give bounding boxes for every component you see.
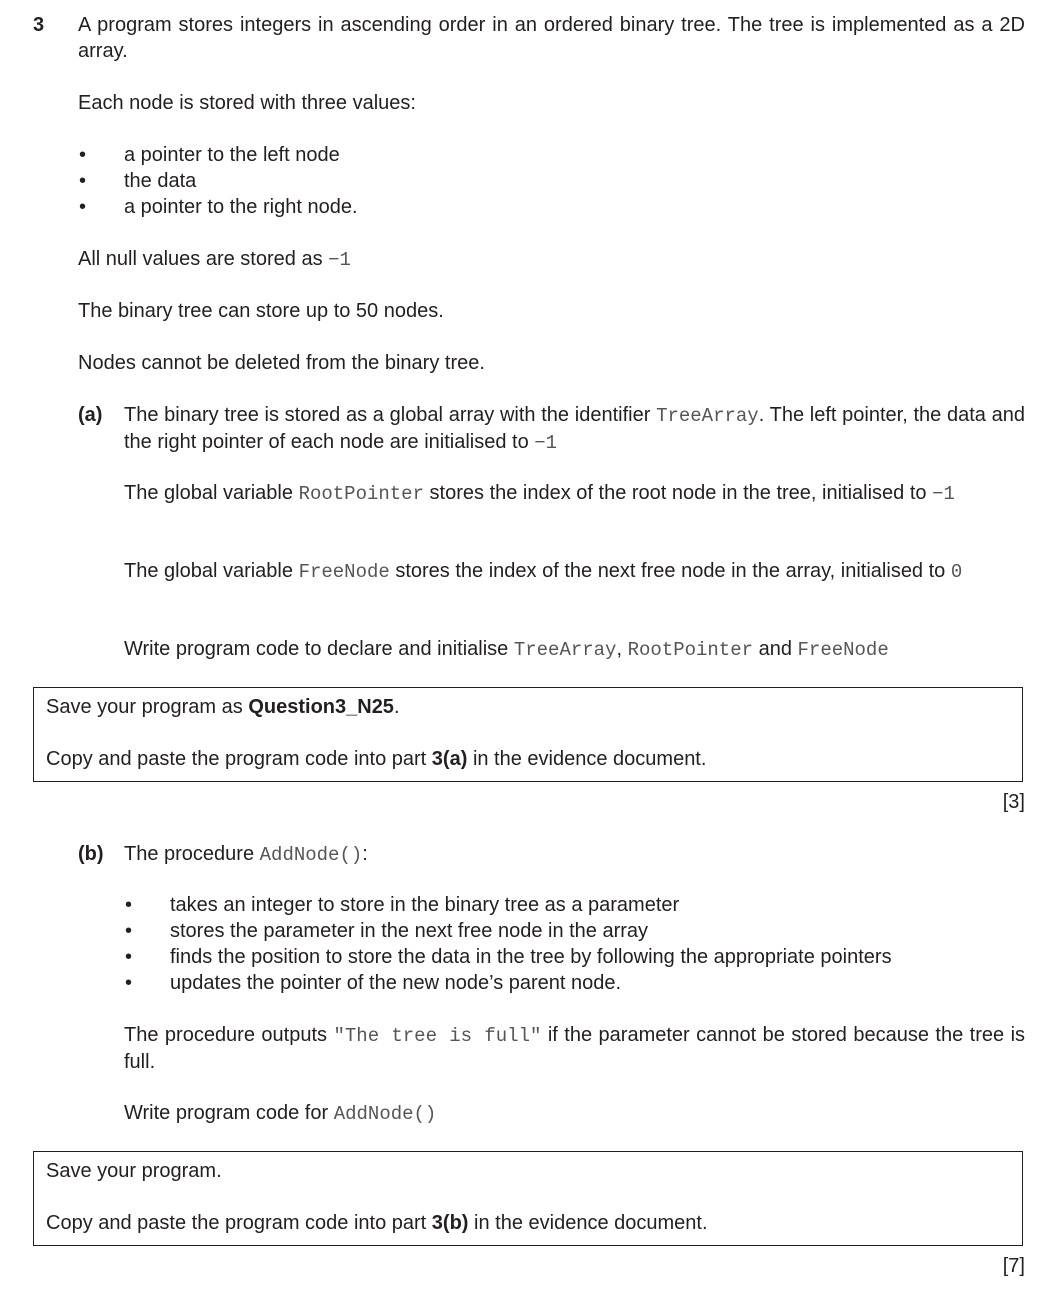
part-a-label: (a): [78, 404, 103, 426]
null-text: All null values are stored as: [78, 248, 323, 270]
text: The global variable: [124, 560, 293, 582]
text: :: [362, 843, 368, 865]
identifier: TreeArray: [513, 639, 617, 661]
program-name: Question3_N25: [248, 696, 394, 718]
question-intro-2: [78, 90, 1025, 116]
part-b-instruction: [124, 1100, 1025, 1127]
identifier: RootPointer: [298, 483, 424, 505]
no-delete: Nodes cannot be deleted from the binary tree.: [78, 352, 485, 374]
text: in the evidence document.: [474, 1212, 708, 1234]
identifier: AddNode(): [259, 844, 363, 866]
part-a-paragraph-3: [124, 558, 1025, 585]
capacity: The binary tree can store up to 50 nodes.: [78, 300, 444, 322]
list-item: • updates the pointer of the new node’s parent node.: [125, 970, 1025, 996]
text: Write program code to declare and initialise: [124, 638, 509, 660]
part-ref: 3(a): [431, 748, 468, 770]
null-value: −1: [328, 249, 351, 271]
capacity-text: [78, 298, 1025, 324]
part-ref: 3(b): [431, 1212, 469, 1234]
list-item: • finds the position to store the data in the tree by following the appropriate pointers: [125, 944, 1025, 970]
part-a-marks: [3]: [1002, 791, 1025, 813]
list-item: • a pointer to the left node: [79, 142, 1025, 168]
null-values-text: [78, 246, 1025, 273]
text: if the parameter cannot be stored because the tree is full.: [124, 1024, 1026, 1073]
text: stores the index of the root node in the tree, initialised to: [429, 482, 927, 504]
node-values-list: [79, 142, 1025, 220]
list-item: • a pointer to the right node.: [79, 194, 1025, 220]
separator: ,: [616, 638, 623, 660]
text: stores the index of the next free node in the array, initialised to: [395, 560, 946, 582]
part-a-instruction-box: [33, 687, 1023, 782]
text: The binary tree is stored as a global array with the identifier: [124, 404, 651, 426]
value: 0: [950, 561, 963, 583]
intro-text: A program stores integers in ascending order in an ordered binary tree. The tree is implemented as a 2D array.: [78, 14, 1025, 62]
text: Save your program as: [46, 696, 243, 718]
part-a-paragraph-2: [124, 480, 1025, 507]
text: . The left pointer, the data and the right pointer of each node are initialised to: [124, 404, 1025, 453]
text: and: [758, 638, 792, 660]
question-number: 3: [33, 14, 45, 36]
text: The procedure: [124, 843, 255, 865]
text: Copy and paste the program code into part: [46, 1212, 427, 1234]
identifier: FreeNode: [298, 561, 390, 583]
box-line: [46, 694, 1010, 720]
intro-text-2: Each node is stored with three values:: [78, 92, 416, 114]
identifier: RootPointer: [627, 639, 754, 661]
addnode-requirements-list: [125, 892, 1025, 996]
question-intro: [78, 12, 1025, 64]
value: −1: [932, 483, 955, 505]
output-string: "The tree is full": [333, 1025, 542, 1047]
part-b-intro: [124, 841, 1025, 868]
box-line: [46, 1210, 1010, 1236]
no-delete-text: [78, 350, 1025, 376]
part-b-output-text: [124, 1022, 1025, 1075]
text: The global variable: [124, 482, 293, 504]
list-item: • takes an integer to store in the binary tree as a parameter: [125, 892, 1025, 918]
list-item: • stores the parameter in the next free node in the array: [125, 918, 1025, 944]
part-b-label: (b): [78, 843, 104, 865]
text: Copy and paste the program code into part: [46, 748, 427, 770]
identifier: FreeNode: [797, 639, 889, 661]
text: The procedure outputs: [124, 1024, 328, 1046]
text: .: [393, 696, 400, 718]
part-b-instruction-box: [33, 1151, 1023, 1246]
identifier: AddNode(): [333, 1103, 437, 1125]
box-line: [46, 746, 1010, 772]
identifier: TreeArray: [656, 405, 759, 427]
part-a-instruction: [124, 636, 1025, 663]
part-a-paragraph-1: [124, 402, 1025, 456]
text: Write program code for: [124, 1102, 329, 1124]
text: in the evidence document.: [472, 748, 707, 770]
box-line: Save your program.: [46, 1160, 222, 1182]
part-b-marks: [7]: [1002, 1255, 1025, 1277]
list-item: • the data: [79, 168, 1025, 194]
value: −1: [534, 432, 558, 454]
